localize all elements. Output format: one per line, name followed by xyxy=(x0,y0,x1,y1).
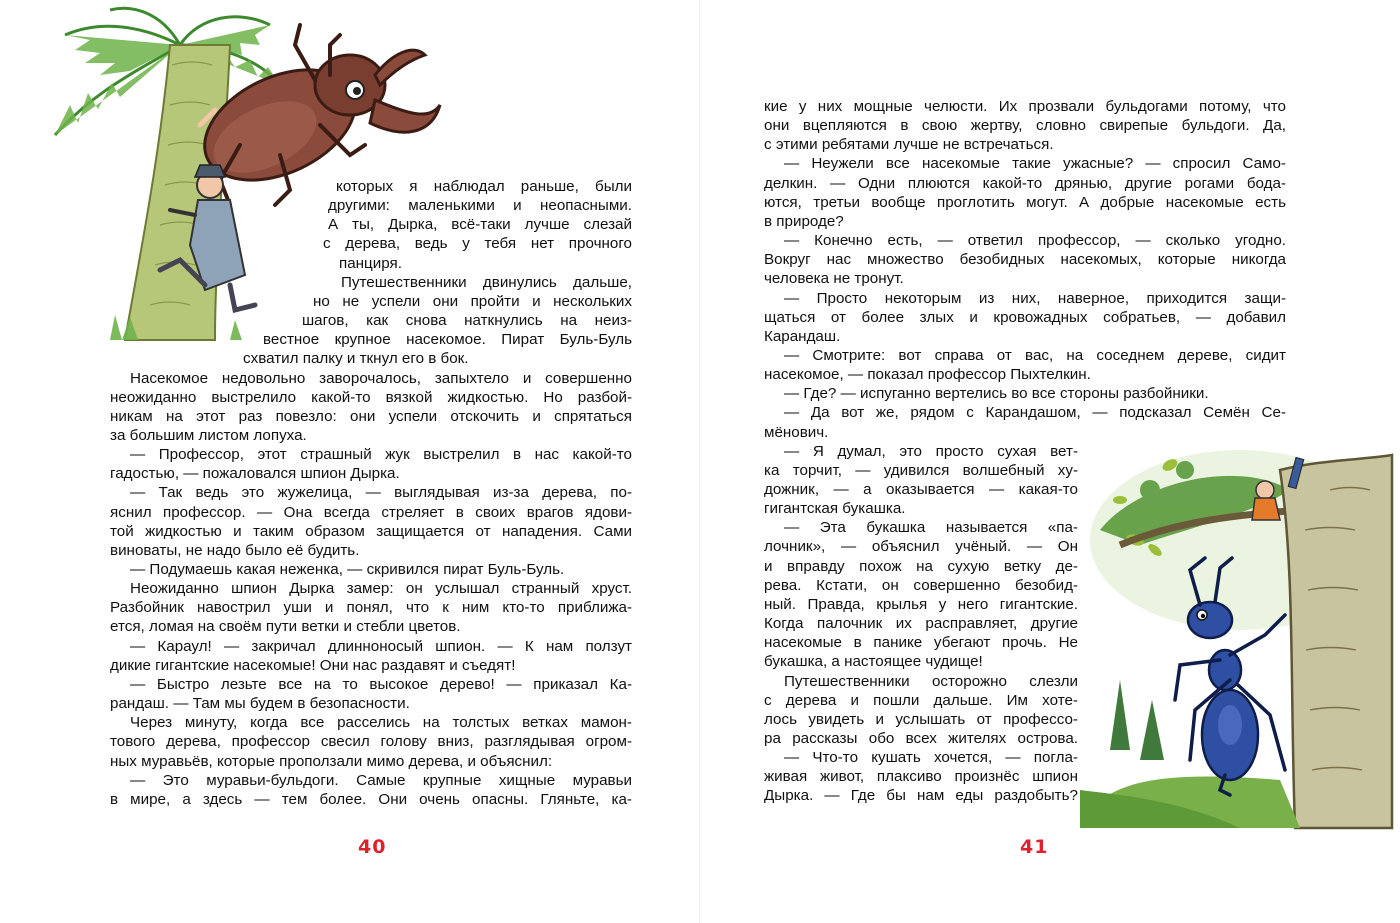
text-line: тового дерева, профессор свесил голову вниз, разглядывая огром- xyxy=(110,733,632,751)
text-line: — Где? — испуганно вертелись во все стороны разбойники. xyxy=(784,385,1209,403)
text-line: которых я наблюдал раньше, были xyxy=(336,178,632,195)
text-line: мёнович. xyxy=(764,423,829,441)
text-line: они вцепляются в свою жертву, словно свирепые бульдоги. Да, xyxy=(764,117,1286,135)
text-line: но не успели они пройти и нескольких xyxy=(313,292,632,310)
text-line: А ты, Дырка, всё-таки лучше слезай xyxy=(328,216,632,234)
text-line: шагов, как снова наткнулись на неиз- xyxy=(302,312,632,330)
text-line: другими: маленькими и неопасными. xyxy=(328,197,632,215)
text-line: дожник, — а оказывается — какая-то xyxy=(764,481,1078,498)
text-line: ются, третьи вообще проглотить могут. А добрые насекомые есть xyxy=(764,193,1286,211)
text-line: ка торчит, — удивился волшебный ху- xyxy=(764,461,1078,479)
text-line: в мире, а здесь — тем более. Они очень опасны. Гляньте, ка- xyxy=(110,790,632,808)
text-line: — Конечно есть, — ответил профессор, — сколько угодно. xyxy=(784,232,1286,250)
text-line: ется, ломая на своём пути ветки и стебли цветов. xyxy=(110,618,461,636)
text-line: с этими ребятами лучше не встречаться. xyxy=(764,136,1054,154)
text-line: — Подумаешь какая неженка, — скривился пират Буль-Буль. xyxy=(130,561,565,578)
text-line: — Быстро лезьте все на то высокое дерево! — приказал Ка- xyxy=(130,675,632,693)
text-line: Вокруг нас множество безобидных насекомых, которые никогда xyxy=(764,251,1286,269)
ant-tree-illustration xyxy=(1080,450,1392,828)
text-line: кие у них мощные челюсти. Их прозвали бульдогами потому, что xyxy=(764,98,1286,115)
text-line: в природе? xyxy=(764,212,844,230)
text-line: — Так ведь это жужелица, — выглядывая из-за дерева, по- xyxy=(130,484,632,502)
text-line: Карандаш. xyxy=(764,327,841,345)
text-line: — Смотрите: вот справа от вас, на соседнем дереве, сидит xyxy=(784,346,1286,364)
text-line: ных муравьёв, которые проползали мимо дерева, и объяснил: xyxy=(110,752,553,770)
page-number-right: 41 xyxy=(1020,836,1049,858)
right-page xyxy=(700,0,1400,923)
text-line: Путешественники двинулись дальше, xyxy=(341,273,632,291)
text-line: яснил профессор. — Она всегда стреляет в своих врагов ядови- xyxy=(110,503,632,521)
text-line: — Неужели все насекомые такие ужасные? — спросил Само- xyxy=(784,155,1286,173)
text-line: виноваты, не надо было её будить. xyxy=(110,541,360,559)
text-line: за большим листом лопуха. xyxy=(110,426,307,444)
text-line: — Эта букашка называется «па- xyxy=(784,519,1078,537)
text-line: — Да вот же, рядом с Карандашом, — подсказал Семён Се- xyxy=(784,404,1286,422)
text-line: вестное крупное насекомое. Пират Буль-Буль xyxy=(263,331,632,349)
text-line: живая живот, плаксиво произнёс шпион xyxy=(764,768,1078,786)
text-line: — Профессор, этот страшный жук выстрелил в нас какой-то xyxy=(130,446,632,464)
text-line: рева. Кстати, он совершенно безобид- xyxy=(764,576,1078,594)
text-line: ный. Правда, крылья у него гигантские. xyxy=(764,595,1078,613)
text-line: делкин. — Одни плюются какой-то дрянью, другие рогами бода- xyxy=(764,174,1286,192)
text-line: — Я думал, это просто сухая вет- xyxy=(784,442,1078,460)
text-line: — Караул! — закричал длинноносый шпион. — К нам ползут xyxy=(130,637,632,655)
text-line: лось увидеть и услышать от профессо- xyxy=(764,710,1078,728)
text-line: никам на этот раз повезло: они успели отскочить и спрятаться xyxy=(110,407,632,425)
text-line: — Это муравьи-бульдоги. Самые крупные хищные муравьи xyxy=(130,771,632,789)
text-line: рандаш. — Там мы будем в безопасности. xyxy=(110,695,410,713)
text-line: Через минуту, когда все расселись на толстых ветках мамон- xyxy=(130,714,632,732)
text-line: Неожиданно шпион Дырка замер: он услышал странный хруст. xyxy=(130,580,632,598)
text-line: — Просто некоторым из них, наверное, приходится защи- xyxy=(784,289,1286,307)
text-line: щаться от более злых и кровожадных собратьев, — добавил xyxy=(764,308,1286,326)
text-line: панциря. xyxy=(339,254,402,272)
text-line: схватил палку и ткнул его в бок. xyxy=(243,350,469,368)
text-line: неожиданно выстрелило какой-то вязкой жидкостью. Но разбой- xyxy=(110,388,632,406)
text-line: Насекомое недовольно заворочалось, запыхтело и совершенно xyxy=(130,369,632,387)
text-line: Дырка. — Где бы нам еды раздобыть? xyxy=(764,787,1078,805)
text-line: насекомые в панике убегают прочь. Не xyxy=(764,634,1078,652)
text-line: Когда палочник их расправляет, другие xyxy=(764,615,1078,633)
text-line: Путешественники осторожно слезли xyxy=(784,672,1078,690)
text-line: гигантская букашка. xyxy=(764,500,906,518)
text-line: с дерева, ведь у тебя нет прочного xyxy=(323,235,632,253)
text-line: гадостью, — пожаловался шпион Дырка. xyxy=(110,465,400,483)
text-line: букашка, а настоящее чудище! xyxy=(764,653,983,671)
text-line: с дерева и пошли дальше. Им хоте- xyxy=(764,691,1078,709)
text-line: Разбойник навострил уши и понял, что к ним кто-то приближа- xyxy=(110,599,632,617)
text-line: и вправду похож на сухую ветку де- xyxy=(764,557,1078,575)
text-line: человека не тронут. xyxy=(764,270,904,288)
text-line: насекомое, — показал профессор Пыхтелкин. xyxy=(764,366,1091,384)
text-line: дикие гигантские насекомые! Они нас раздавят и съедят! xyxy=(110,656,516,674)
text-line: — Что-то кушать хочется, — погла- xyxy=(784,749,1078,767)
text-line: той жидкостью и таким образом защищается от нападения. Сами xyxy=(110,522,632,540)
page-number-left: 40 xyxy=(358,836,387,858)
text-line: ра рассказы обо всех жителях острова. xyxy=(764,729,1078,747)
text-line: лочник», — объяснил учёный. — Он xyxy=(764,538,1078,556)
